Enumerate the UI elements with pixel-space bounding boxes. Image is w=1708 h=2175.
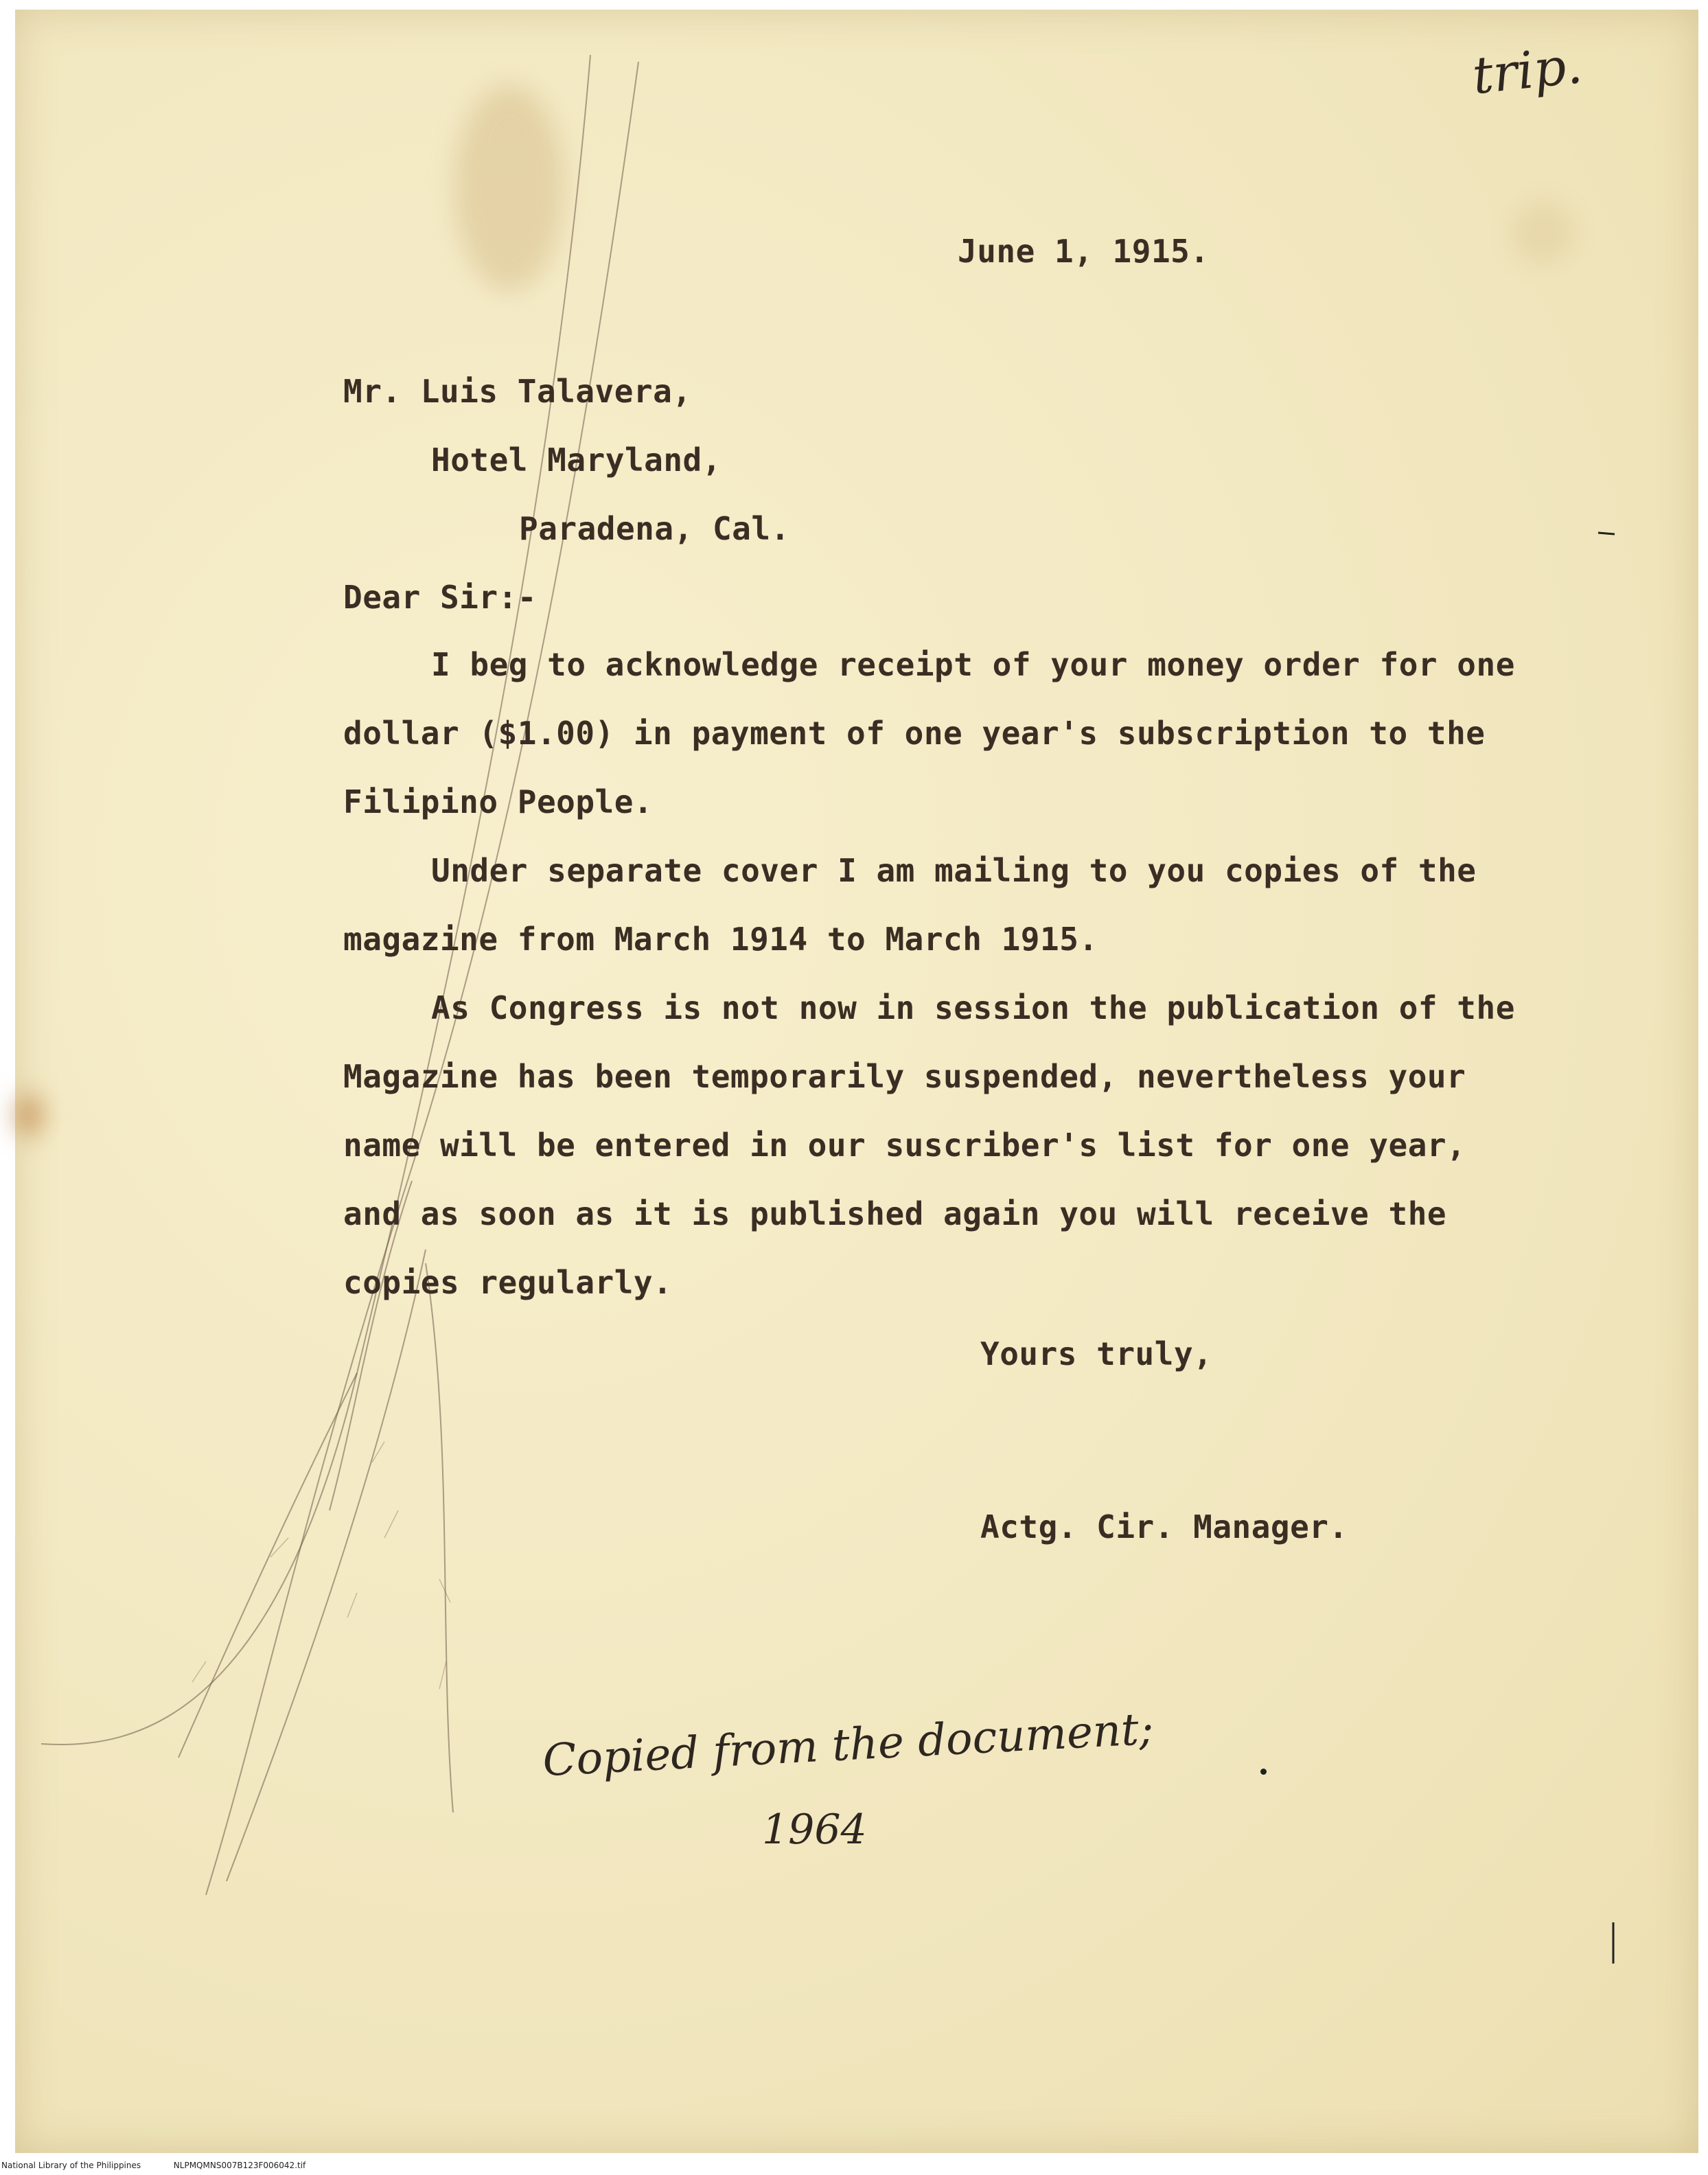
recipient-name: Mr. Luis Talavera, xyxy=(343,373,692,410)
handwritten-note-line1: Copied from the document; xyxy=(541,1703,1155,1787)
footer-institution: National Library of the Philippines xyxy=(1,2161,141,2170)
paper-stain xyxy=(1512,202,1573,264)
body-line: dollar ($1.00) in payment of one year's subscription to the xyxy=(343,715,1486,752)
body-line: Under separate cover I am mailing to you copies of the xyxy=(431,852,1477,889)
paper-stain xyxy=(454,85,564,291)
body-line: magazine from March 1914 to March 1915. xyxy=(343,921,1098,958)
ink-dot xyxy=(1260,1769,1267,1775)
handwritten-note-line2: 1964 xyxy=(762,1806,867,1854)
body-line: name will be entered in our suscriber's list for one year, xyxy=(343,1127,1466,1164)
handwritten-annotation-trip: trip. xyxy=(1469,35,1585,106)
body-line: and as soon as it is published again you will receive the xyxy=(343,1195,1447,1232)
closing: Yours truly, xyxy=(980,1335,1213,1372)
body-line: I beg to acknowledge receipt of your money order for one xyxy=(431,646,1515,683)
footer-filename: NLPMQMNS007B123F006042.tif xyxy=(173,2161,306,2170)
salutation: Dear Sir:- xyxy=(343,579,537,616)
recipient-street: Hotel Maryland, xyxy=(431,441,722,479)
body-line: As Congress is not now in session the publication of the xyxy=(431,989,1515,1026)
body-line: Filipino People. xyxy=(343,783,654,820)
signature-title: Actg. Cir. Manager. xyxy=(980,1508,1348,1545)
body-line: Magazine has been temporarily suspended, nevertheless your xyxy=(343,1058,1466,1095)
letter-date: June 1, 1915. xyxy=(958,233,1210,270)
body-line: copies regularly. xyxy=(343,1264,673,1301)
scan-footer xyxy=(1,2159,413,2172)
recipient-city: Paradena, Cal. xyxy=(519,510,790,547)
paper-stain xyxy=(15,1094,43,1136)
